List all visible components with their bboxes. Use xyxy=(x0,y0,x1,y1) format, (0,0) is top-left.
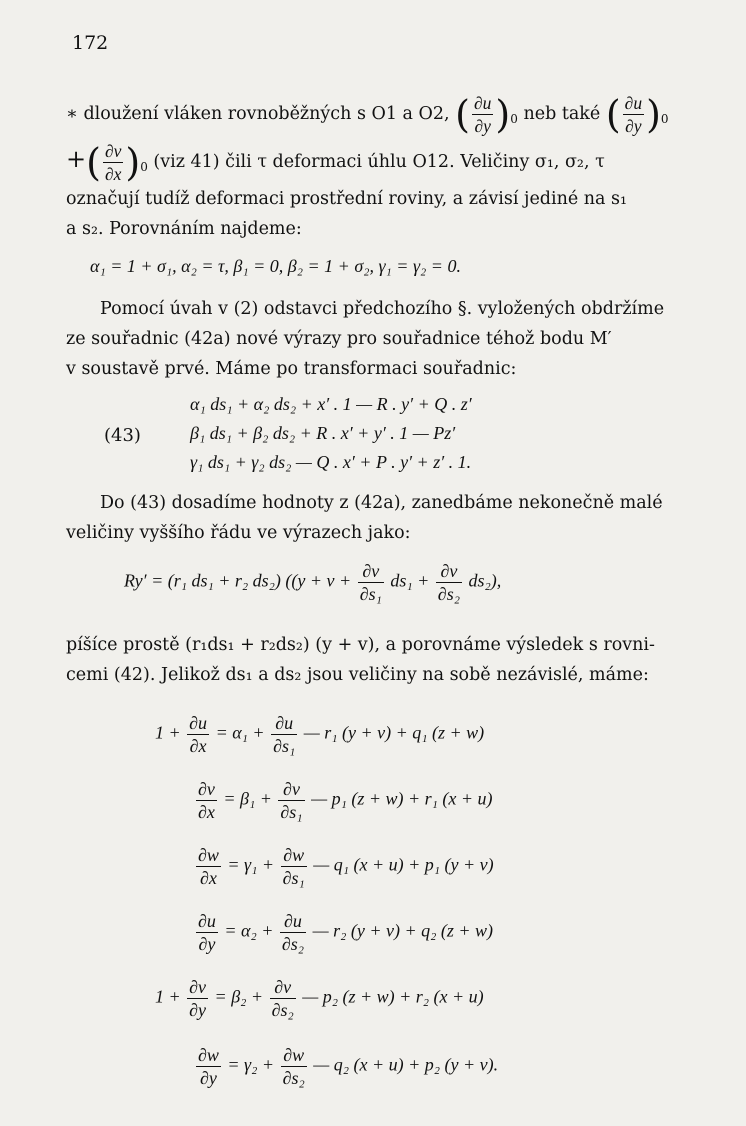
eq-rest: — q₂ (x + u) + p₂ (y + v). xyxy=(308,1054,499,1075)
eq-lhs-fraction: $\frac{\partial v}{\partial y}$ xyxy=(189,977,207,1020)
system-equation-4 xyxy=(194,910,493,955)
para1-line1b: neb také xyxy=(523,104,601,124)
page-number: 172 xyxy=(72,32,109,54)
eq-lhs-fraction: $\frac{\partial v}{\partial x}$ xyxy=(198,779,215,822)
frac-dv-ds2: $\frac{\partial v}{\text{∂s₂}}$ xyxy=(437,561,460,604)
eq-rest: — r₂ (y + v) + q₂ (z + w) xyxy=(308,920,494,941)
para1-line1a: ∗ dloužení vláken rovnoběžných s O1 a O2, xyxy=(66,104,450,124)
system-equation-6 xyxy=(194,1044,498,1089)
eq-rest: — p₂ (z + w) + r₂ (x + u) xyxy=(297,986,484,1007)
eq-middle: = γ₁ + xyxy=(222,854,279,875)
eq-rhs-fraction: $\frac{\partial v}{\text{∂s₁}}$ xyxy=(280,779,303,822)
para4-line1: píšíce prostě (r₁ds₁ + r₂ds₂) (y + v), a porovnáme výsledek s rovni- xyxy=(66,635,655,655)
para2-line1: Pomocí úvah v (2) odstavci předchozího §. vyložených obdržíme xyxy=(100,299,665,319)
eq-prefix: 1 + xyxy=(155,986,186,1007)
para4 xyxy=(66,630,681,690)
eq-middle: = β₂ + xyxy=(210,986,268,1007)
eq-rhs-fraction: $\frac{\partial w}{\text{∂s₁}}$ xyxy=(282,845,305,888)
system-equation-3 xyxy=(194,844,494,889)
eq-ry: Ry′ = (r₁ ds₁ + r₂ ds₂) ((y + v + $\frac{\partial v}{\text{∂s₁}}$ ds₁ + $\frac{\partial v}{\text{∂s₂}}$ ds₂), xyxy=(124,561,502,604)
para3-line2: veličiny vyššího řádu ve výrazech jako: xyxy=(66,523,411,543)
eq-lhs-fraction: $\frac{\partial w}{\partial x}$ xyxy=(198,845,219,888)
para4-line2: cemi (42). Jelikož ds₁ a ds₂ jsou veličiny na sobě nezávislé, máme: xyxy=(66,665,649,685)
system-equation-5 xyxy=(155,976,484,1021)
eq-middle: = β₁ + xyxy=(218,788,277,809)
frac-dv-dx: $\frac{\partial v}{\partial x}$ xyxy=(104,141,122,184)
para2-line3: v soustavě prvé. Máme po transformaci souřadnic: xyxy=(66,359,517,379)
eq-rhs-fraction: $\frac{\partial u}{\text{∂s₂}}$ xyxy=(281,911,305,954)
eq-rhs-fraction: $\frac{\partial v}{\text{∂s₂}}$ xyxy=(271,977,294,1020)
frac-du-dy-b: $\frac{\partial u}{\partial y}$ xyxy=(624,93,643,136)
eq43-row2: β₁ ds₁ + β₂ ds₂ + R . x′ + y′ . 1 — Pz′ xyxy=(190,423,456,443)
para3-line1: Do (43) dosadíme hodnoty z (42a), zanedbáme nekonečně malé xyxy=(100,493,663,513)
para2-line2: ze souřadnic (42a) nové výrazy pro souřadnice téhož bodu M′ xyxy=(66,329,612,349)
system-equation-1 xyxy=(155,712,484,757)
frac-du-dy-a: $\frac{\partial u}{\partial y}$ xyxy=(473,93,492,136)
para1-line2: +( $\frac{\partial v}{\partial x}$ )$_0$ (viz 41) čili τ deformaci úhlu O12. Veličiny σ₁, σ₂, τ xyxy=(66,140,605,185)
eq43-row3: γ₁ ds₁ + γ₂ ds₂ — Q . x′ + P . y′ + z′ . 1. xyxy=(190,452,472,472)
eq-middle: = γ₂ + xyxy=(222,1054,279,1075)
eq-rest: — q₁ (x + u) + p₁ (y + v) xyxy=(308,854,494,875)
eq-lhs-fraction: $\frac{\partial w}{\partial y}$ xyxy=(198,1045,219,1088)
para1-line4: a s₂. Porovnáním najdeme: xyxy=(66,219,302,239)
system-equation-2 xyxy=(194,778,493,823)
eq-prefix: 1 + xyxy=(155,722,186,743)
eq-middle: = α₁ + xyxy=(211,722,270,743)
eq-lhs-fraction: $\frac{\partial u}{\partial y}$ xyxy=(198,911,216,954)
eq-lhs-fraction: $\frac{\partial u}{\partial x}$ xyxy=(189,713,208,756)
eq43-row1: α₁ ds₁ + α₂ ds₂ + x′ . 1 — R . y′ + Q . z′ xyxy=(190,394,472,414)
eq43-label: (43) xyxy=(104,425,141,446)
eq-rhs-fraction: $\frac{\partial u}{\text{∂s₁}}$ xyxy=(273,713,296,756)
para1-cont xyxy=(66,184,681,244)
para1-line1: ∗ dloužení vláken rovnoběžných s O1 a O2, ( $\frac{\partial u}{\partial y}$ )$_0$ neb také ( $\frac{\partial u}{\partial y}$ )$_0$ xyxy=(66,92,669,137)
para1-line3: označují tudíž deformaci prostřední roviny, a závisí jediné na s₁ xyxy=(66,189,628,209)
eq-rhs-fraction: $\frac{\partial w}{\text{∂s₂}}$ xyxy=(282,1045,305,1088)
eq-alpha: α₁ = 1 + σ₁, α₂ = τ, β₁ = 0, β₂ = 1 + σ₂, γ₁ = γ₂ = 0. xyxy=(90,256,461,276)
eq-rest: — r₁ (y + v) + q₁ (z + w) xyxy=(299,722,485,743)
eq-rest: — p₁ (z + w) + r₁ (x + u) xyxy=(306,788,493,809)
frac-dv-ds1: $\frac{\partial v}{\text{∂s₁}}$ xyxy=(359,561,382,604)
para2 xyxy=(66,294,681,384)
eq-middle: = α₂ + xyxy=(219,920,278,941)
para3 xyxy=(66,488,681,548)
